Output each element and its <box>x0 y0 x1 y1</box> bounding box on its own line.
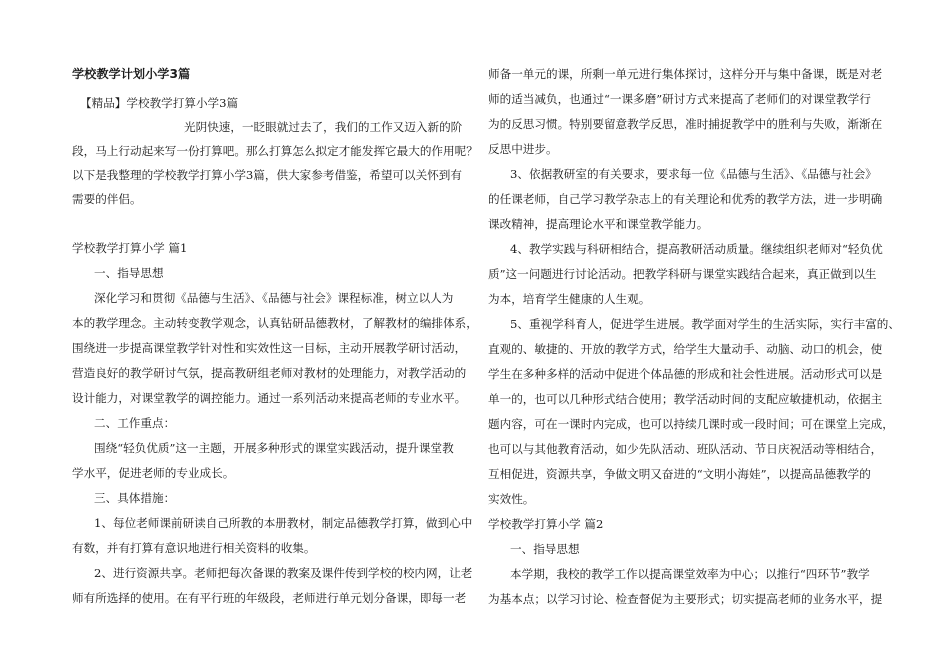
document-title: 学校教学计划小学3篇 <box>72 67 191 81</box>
paragraph-line: 题内容，可在一课时内完成，也可以持续几课时或一段时间；可在课堂上完成， <box>488 417 894 431</box>
paragraph-line: 课改精神，提高理论水平和课堂教学能力。 <box>488 217 709 231</box>
paragraph-line: 围绕进一步提高课堂教学针对性和实效性这一目标，主动开展教学研讨活动， <box>72 341 467 355</box>
paragraph-line: 实效性。 <box>488 492 535 506</box>
paragraph-line: 师备一单元的课，所剩一单元进行集体探讨，这样分开与集中备课，既是对老 <box>488 67 883 81</box>
paragraph-line: 的任课老师，自己学习教学杂志上的有关理论和优秀的教学方法，进一步明确 <box>488 192 883 206</box>
paragraph-line: 围绕“轻负优质”这一主题，开展多种形式的课堂实践活动，提升课堂教 <box>94 441 454 455</box>
paragraph-line: 深化学习和贯彻《品德与生活》、《品德与社会》课程标准，树立以人为 <box>94 291 454 305</box>
paragraph-line: 也可以与其他教育活动，如少先队活动、班队活动、节日庆祝活动等相结合， <box>488 442 883 456</box>
paragraph-line: 光阴快速，一眨眼就过去了，我们的工作又迈入新的阶 <box>184 120 463 134</box>
subsection-heading: 一、指导思想 <box>510 542 580 556</box>
paragraph-line: 营造良好的教学研讨气氛，提高教研组老师对教材的处理能力，对教学活动的 <box>72 366 467 380</box>
paragraph-line: 以下是我整理的学校教学打算小学3篇，供大家参考借鉴，希望可以关怀到有 <box>72 168 462 182</box>
paragraph-line: 师的适当减负，也通过“一课多磨”研讨方式来提高了老师们的对课堂教学行 <box>488 92 871 106</box>
paragraph-line: 学水平，促进老师的专业成长。 <box>72 466 235 480</box>
paragraph-line: 本学期，我校的教学工作以提高课堂效率为中心；以推行“四环节”教学 <box>510 567 870 581</box>
subsection-heading: 三、具体措施： <box>94 491 176 505</box>
paragraph-line: 为基本点；以学习讨论、检查督促为主要形式；切实提高老师的业务水平，提 <box>488 592 883 606</box>
subsection-heading: 一、指导思想 <box>94 266 164 280</box>
paragraph-line: 5、重视学科育人，促进学生进展。教学面对学生的生活实际，实行丰富的、 <box>510 317 900 331</box>
section-heading: 学校教学打算小学 篇1 <box>72 241 188 255</box>
paragraph-line: 1、每位老师课前研读自己所教的本册教材，制定品德教学打算，做到心中 <box>94 516 473 530</box>
paragraph-line: 【精品】学校教学打算小学3篇 <box>80 96 239 110</box>
paragraph-line: 为本，培育学生健康的人生观。 <box>488 292 651 306</box>
paragraph-line: 本的教学理念。主动转变教学观念，认真钻研品德教材，了解教材的编排体系， <box>72 316 478 330</box>
paragraph-line: 2、进行资源共享。老师把每次备课的教案及课件传到学校的校内网，让老 <box>94 566 473 580</box>
paragraph-line: 学生在多种多样的活动中促进个体品德的形成和社会性进展。活动形式可以是 <box>488 367 883 381</box>
paragraph-line: 师有所选择的使用。在有平行班的年级段，老师进行单元划分备课，即每一老 <box>72 591 467 605</box>
paragraph-line: 直观的、敏捷的、开放的教学方式，给学生大量动手、动脑、动口的机会，使 <box>488 342 883 356</box>
paragraph-line: 单一的，也可以几种形式结合使用；教学活动时间的支配应敏捷机动，依据主 <box>488 392 883 406</box>
paragraph-line: 4、教学实践与科研相结合，提高教研活动质量。继续组织老师对“轻负优 <box>510 242 883 256</box>
paragraph-line: 3、依据教研室的有关要求，要求每一位《品德与生活》、《品德与社会》 <box>510 167 877 181</box>
subsection-heading: 二、工作重点： <box>94 416 176 430</box>
paragraph-line: 段，马上行动起来写一份打算吧。那么打算怎么拟定才能发挥它最大的作用呢？ <box>72 144 478 158</box>
paragraph-line: 互相促进，资源共享，争做文明又奋进的“文明小海娃”，以提高品德教学的 <box>488 467 871 481</box>
paragraph-line: 有数，并有打算有意识地进行相关资料的收集。 <box>72 541 316 555</box>
paragraph-line: 质”这一问题进行讨论活动。把教学科研与课堂实践结合起来，真正做到以生 <box>488 267 877 281</box>
paragraph-line: 需要的伴侣。 <box>72 192 142 206</box>
paragraph-line: 设计能力，对课堂教学的调控能力。通过一系列活动来提高老师的专业水平。 <box>72 391 467 405</box>
paragraph-line: 为的反思习惯。特别要留意教学反思，准时捕捉教学中的胜利与失败，渐渐在 <box>488 117 883 131</box>
section-heading: 学校教学打算小学 篇2 <box>488 517 604 531</box>
paragraph-line: 反思中进步。 <box>488 142 558 156</box>
